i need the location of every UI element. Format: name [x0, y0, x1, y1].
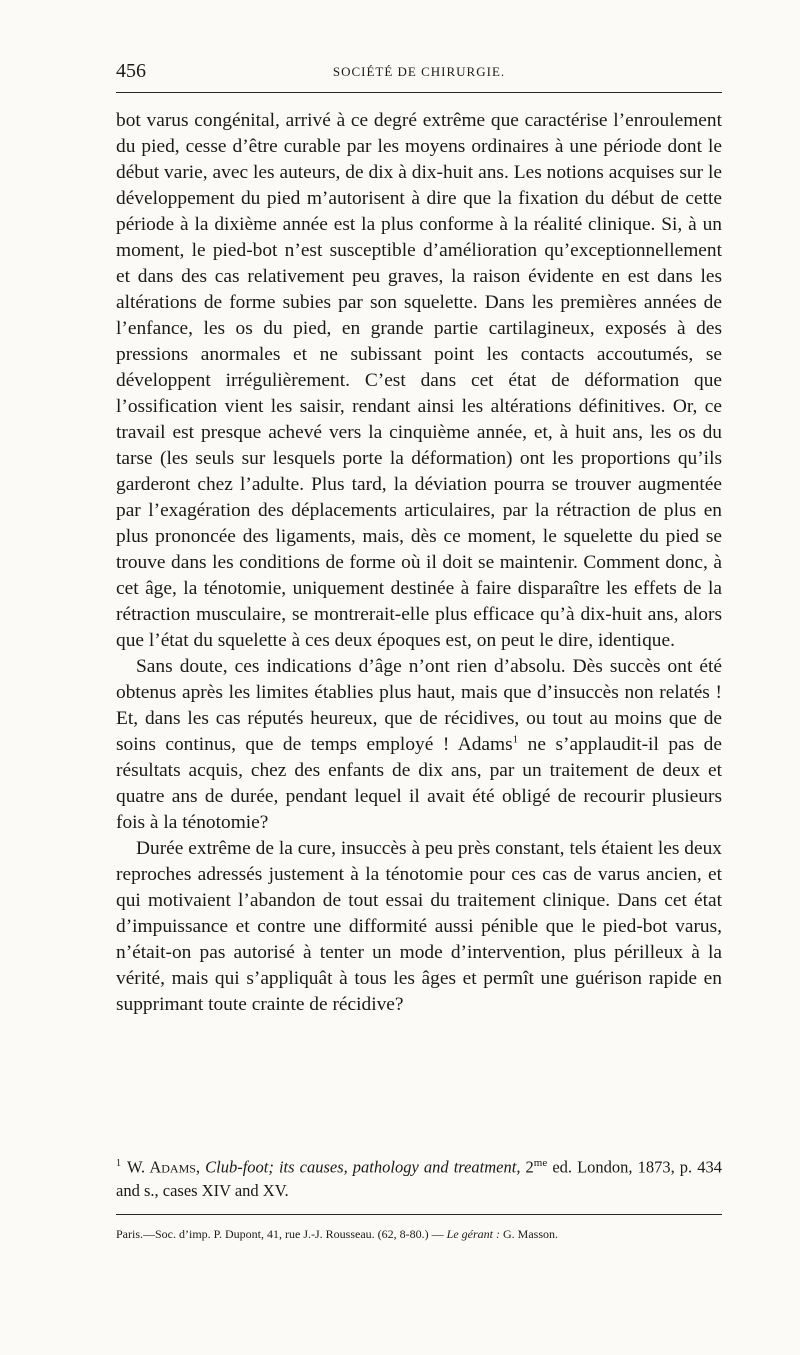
- header-rule: [116, 92, 722, 93]
- running-title: SOCIÉTÉ DE CHIRURGIE.: [332, 64, 506, 79]
- imprint-gerant-name: G. Masson.: [502, 1227, 558, 1241]
- footnote-edition: 2: [525, 1157, 534, 1177]
- footnote: [116, 1152, 722, 1202]
- page-header: [116, 60, 722, 86]
- footnote-marker: 1: [116, 1158, 121, 1169]
- paragraph: Durée extrême de la cure, insuccès à peu près constant, tels étaient les deux reproches adressés justement à la ténotomie pour ces cas de varus ancien, et qui motivaient l’abandon de tout essai du traitement clinique. Dans cet état d’impuissance et contre une difformité aussi pénible que le pied-bot varus, n’était-on pas autorisé à tenter un mode d’intervention, plus périlleux à la vérité, mais qui s’appliquât à tous les âges et permît une guérison rapide en supprimant toute crainte de récidive?: [116, 838, 722, 1015]
- imprint-gerant-label: Le gérant :: [446, 1227, 500, 1241]
- paragraph-text: ne s’applaudit-il pas de résultats acquis, chez des enfants de dix ans, par un traitement de deux et quatre ans de durée, pendant lequel il avait été obligé de recourir plusieurs fois à la ténotomie?: [116, 734, 722, 833]
- footnote-title: Club-foot; its causes, pathology and treatment,: [205, 1157, 521, 1177]
- paragraph: [116, 654, 722, 836]
- imprint-rule: [116, 1214, 722, 1215]
- footnote-edition-suffix: me: [533, 1157, 548, 1169]
- body-text: [116, 108, 722, 1018]
- paragraph-text: Sans doute, ces indications d’âge n’ont rien d’absolu. Dès succès ont été obtenus après les limites établies plus haut, mais que d’insuccès non relatés ! Et, dans les cas réputés heureux, que de récidives, ou tout au moins que de soins continus, que de temps employé ! Adams: [116, 656, 722, 755]
- footnote-reference: 1: [512, 733, 519, 746]
- imprint-printer: Paris.—Soc. d’imp. P. Dupont, 41, rue J.-J. Rousseau. (62, 8-80.) —: [116, 1227, 444, 1241]
- paragraph: bot varus congénital, arrivé à ce degré extrême que caractérise l’enroulement du pied, cesse d’être curable par les moyens ordinaires à une période dont le début varie, avec les auteurs, de dix à dix-huit ans. Les notions acquises sur le développement du pied m’autorisent à dire que la fixation du début de cette période à la dixième année est la plus conforme à la réalité clinique. Si, à un moment, le pied-bot n’est susceptible d’amélioration qu’exceptionnellement et dans des cas relativement peu graves, la raison évidente en est dans les altérations de forme subies par son squelette. Dans les premières années de l’enfance, les os du pied, en grande partie cartilagineux, exposés à des pressions anormales et ne subissant point les contacts accoutumés, se développent irrégulièrement. C’est dans cet état de déformation que l’ossification vient les saisir, rendant ainsi les altérations définitives. Or, ce travail est presque achevé vers la cinquième année, et, à huit ans, les os du tarse (les seuls sur lesquels porte la déformation) ont les proportions qu’ils garderont chez l’adulte. Plus tard, la déviation pourra se trouver augmentée par l’exagération des déplacements articulaires, par la rétraction de plus en plus prononcée des ligaments, mais, dès ce moment, le squelette du pied se trouve dans les conditions de forme où il doit se maintenir. Comment donc, à cet âge, la ténotomie, uniquement destinée à faire disparaître les effets de la rétraction musculaire, se montrerait-elle plus efficace qu’à dix-huit ans, alors que l’état du squelette à ces deux époques est, on peut le dire, identique.: [116, 110, 722, 651]
- footnote-author: W. Adams,: [127, 1157, 201, 1177]
- footnote-publication: ed. London, 1873, p. 434 and s., cases XIV and XV.: [116, 1157, 723, 1200]
- printer-imprint: [116, 1226, 722, 1242]
- page-number: 456: [116, 60, 146, 82]
